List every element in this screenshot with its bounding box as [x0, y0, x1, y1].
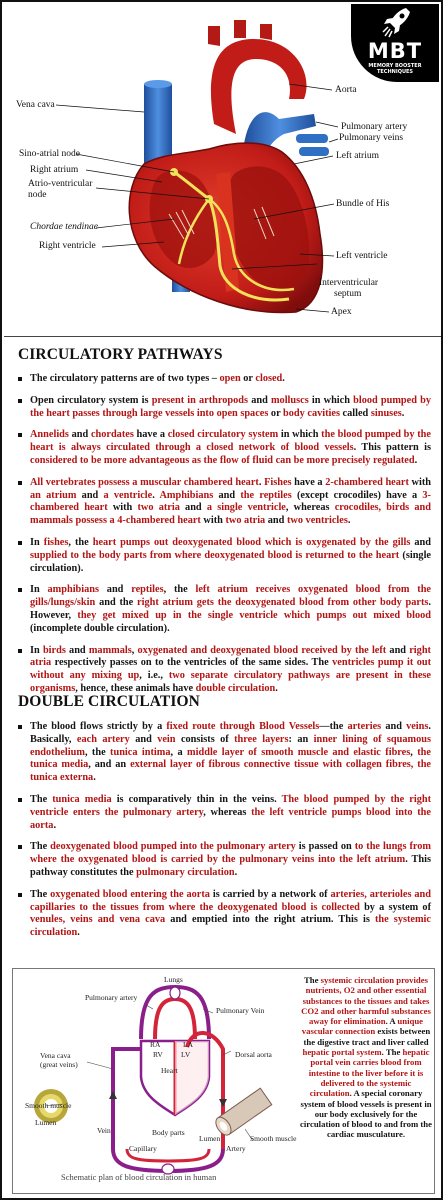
diagram-label-artery: Artery	[226, 1144, 246, 1153]
bullet-circulatory-types: The circulatory patterns are of two types – open or closed.	[15, 373, 431, 386]
diagram-label-smooth-muscle-right: Smooth muscle	[250, 1134, 297, 1143]
diagram-label-lumen-right: Lumen	[199, 1134, 221, 1143]
logo-subtitle: MEMORY BOOSTER TECHNIQUES	[368, 63, 422, 75]
label-vena-cava: Vena cava	[16, 100, 55, 110]
diagram-label-heart: Heart	[161, 1066, 178, 1075]
heading-double-circulation: DOUBLE CIRCULATION	[18, 693, 200, 710]
label-iv-septum-line2: septum	[334, 289, 362, 299]
diagram-label-vena-cava-line2: (great veins)	[40, 1060, 78, 1069]
label-sino-atrial-node: Sino-atrial node	[19, 149, 80, 159]
label-av-node-line1: Atrio-ventricular	[28, 179, 93, 189]
heading-circulatory-pathways: CIRCULATORY PATHWAYS	[18, 346, 223, 363]
diagram-label-pulmonary-vein: Pulmonary Vein	[216, 1006, 265, 1015]
diagram-label-la: LA	[183, 1040, 193, 1049]
diagram-label-lv: LV	[181, 1050, 191, 1059]
circulatory-bullets	[15, 373, 431, 705]
diagram-label-vein: Vein	[97, 1126, 111, 1135]
diagram-label-capillary: Capillary	[129, 1144, 157, 1153]
label-iv-septum-line1: Interventricular	[319, 278, 379, 288]
bullet-birds-mammals: In birds and mammals, oxygenated and deoxygenated blood received by the left and right atria respectively passes on to the ventricles of the same sides. The ventricles pump it out without any mixing up, i.e., two separate circulatory pathways are present in these organisms, hence, these animals have double circulation.	[15, 645, 431, 696]
bullet-vertebrate-hearts: All vertebrates possess a muscular chambered heart. Fishes have a 2-chambered heart with an atrium and a ventricle. Amphibians and the reptiles (except crocodiles) have a 3-chambered heart with two atria and a single ventricle, whereas crocodiles, birds and mammals possess a 4-chambered heart with two atria and two ventricles.	[15, 477, 431, 528]
mbt-logo	[351, 4, 439, 82]
label-right-ventricle: Right ventricle	[39, 241, 96, 251]
diagram-label-ra: RA	[150, 1040, 161, 1049]
label-chordae-tendinae: Chordae tendinae	[30, 222, 98, 232]
label-av-node-line2: node	[28, 190, 47, 200]
diagram-label-lumen-left: Lumen	[35, 1118, 57, 1127]
diagram-label-smooth-muscle-left: Smooth muscle	[25, 1101, 72, 1110]
label-left-ventricle: Left ventricle	[336, 251, 388, 261]
label-pulmonary-veins: Pulmonary veins	[339, 133, 404, 143]
diagram-label-lungs: Lungs	[164, 975, 183, 984]
label-pulmonary-artery: Pulmonary artery	[341, 122, 408, 132]
label-apex: Apex	[331, 307, 352, 317]
diagram-label-dorsal-aorta: Dorsal aorta	[235, 1050, 272, 1059]
diagram-label-body-parts: Body parts	[152, 1128, 185, 1137]
systemic-circulation-note: The systemic circulation provides nutrients, O2 and other essential substances to the tissues and takes CO2 and other harmful substances away for elimination. A unique vascular connection exists between the digestive tract and liver called hepatic portal system. The hepatic portal vein carries blood from intestine to the liver before it is delivered to the systemic circulation. A special coronary system of blood vessels is present in our body exclusively for the circulation of blood to and from the cardiac musculature.	[300, 975, 432, 1140]
label-aorta: Aorta	[335, 85, 357, 95]
logo-title: MBT	[367, 39, 423, 63]
bullet-systemic-circulation: The oxygenated blood entering the aorta is carried by a network of arteries, arterioles and capillaries to the tissues from where the deoxygenated blood is collected by a system of venules, veins and vena cava and emptied into the right atrium. This is the systemic circulation.	[15, 889, 431, 940]
diagram-label-pulmonary-artery: Pulmonary artery	[85, 993, 138, 1002]
label-right-atrium: Right atrium	[30, 165, 79, 175]
bullet-pulmonary-circulation: The deoxygenated blood pumped into the pulmonary artery is passed on to the lungs from where the oxygenated blood is carried by the pulmonary veins into the left atrium. This pathway constitutes the pulmonary circulation.	[15, 841, 431, 879]
bullet-open-system: Open circulatory system is present in arthropods and molluscs in which blood pumped by the heart passes through large vessels into open spaces or body cavities called sinuses.	[15, 395, 431, 421]
diagram-label-rv: RV	[153, 1050, 163, 1059]
double-circulation-bullets	[15, 721, 431, 949]
diagram-caption: Schematic plan of blood circulation in human	[61, 1172, 217, 1182]
label-bundle-of-his: Bundle of His	[336, 199, 390, 209]
circulation-schematic	[12, 968, 435, 1194]
bullet-tunica-media: The tunica media is comparatively thin in the veins. The blood pumped by the right ventricle enters the pulmonary artery, whereas the left ventricle pumps blood into the aorta.	[15, 794, 431, 832]
divider	[4, 336, 443, 337]
bullet-amphibians-reptiles: In amphibians and reptiles, the left atrium receives oxygenated blood from the gills/lungs/skin and the right atrium gets the deoxygenated blood from other body parts. However, they get mixed up in the single ventricle which pumps out mixed blood (incomplete double circulation).	[15, 584, 431, 635]
bullet-vessel-layers: The blood flows strictly by a fixed route through Blood Vessels—the arteries and veins. Basically, each artery and vein consists of three layers: an inner lining of squamous endothelium, the tunica intima, a middle layer of smooth muscle and elastic fibres, the tunica media, and an external layer of fibrous connective tissue with collagen fibres, the tunica externa.	[15, 721, 431, 785]
rocket-icon	[381, 6, 413, 40]
bullet-fishes: In fishes, the heart pumps out deoxygenated blood which is oxygenated by the gills and supplied to the body parts from where deoxygenated blood is returned to the heart (single circulation).	[15, 537, 431, 575]
bullet-closed-system: Annelids and chordates have a closed circulatory system in which the blood pumped by the heart is always circulated through a closed network of blood vessels. This pattern is considered to be more advantageous as the flow of fluid can be more precisely regulated.	[15, 429, 431, 467]
label-left-atrium: Left atrium	[336, 151, 379, 161]
diagram-label-vena-cava-line1: Vena cava	[40, 1051, 71, 1060]
